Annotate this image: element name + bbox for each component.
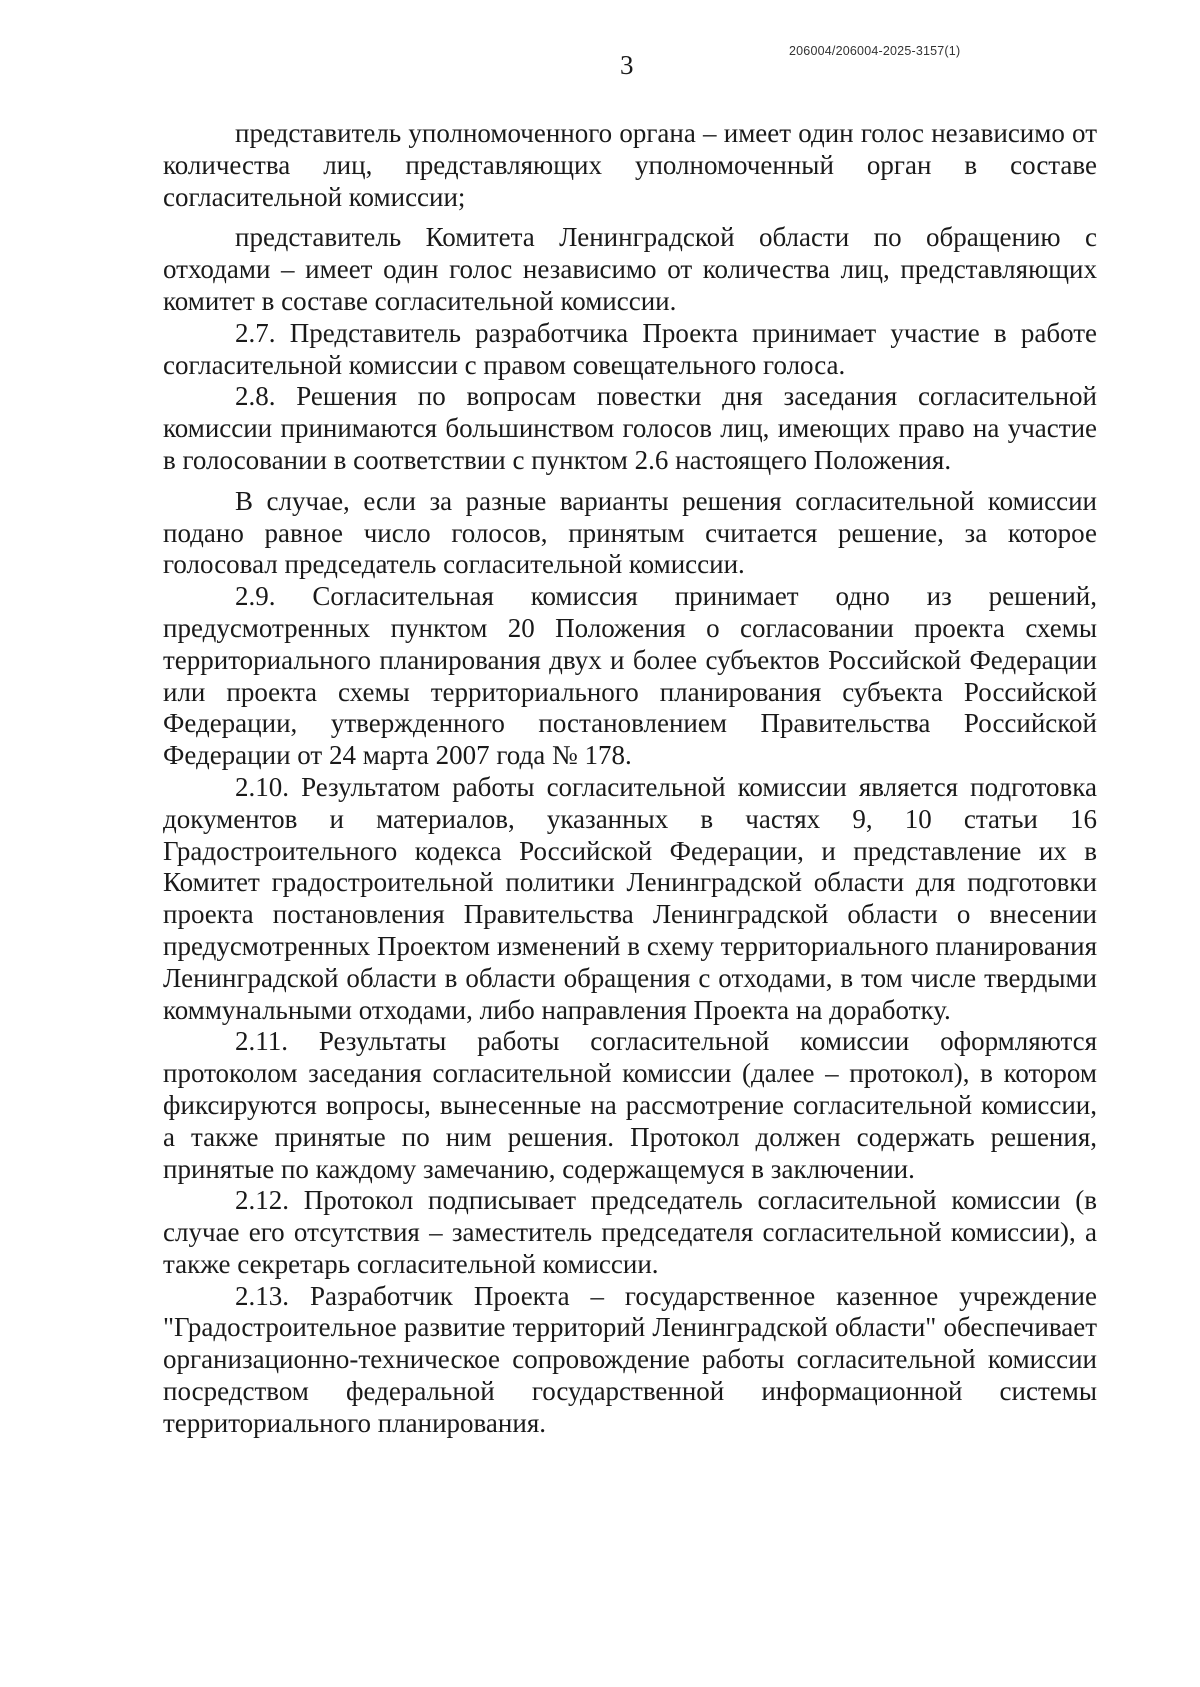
- registration-number: 206004/206004-2025-3157(1): [789, 44, 961, 58]
- paragraph-2-10: 2.10. Результатом работы согласительной комиссии является подготовка документов и материалов, указанных в частях 9, 10 статьи 16 Градостроительного кодекса Российской Федерации, и представление их в Комитет градостроительной политики Ленинградской области для подготовки проекта постановления Правительства Ленинградской области о внесении предусмотренных Проектом изменений в схему территориального планирования Ленинградской области в области обращения с отходами, в том числе твердыми коммунальными отходами, либо направления Проекта на доработку.: [163, 771, 1097, 1025]
- paragraph-2-13: 2.13. Разработчик Проекта – государственное казенное учреждение "Градостроительное развитие территорий Ленинградской области" обеспечивает организационно-техническое сопровождение работы согласительной комиссии посредством федеральной государственной информационной системы территориального планирования.: [163, 1280, 1097, 1438]
- paragraph-tie-vote: В случае, если за разные варианты решения согласительной комиссии подано равное число голосов, принятым считается решение, за которое голосовал председатель согласительной комиссии.: [163, 485, 1097, 580]
- paragraph-2-9: 2.9. Согласительная комиссия принимает одно из решений, предусмотренных пунктом 20 Положения о согласовании проекта схемы территориального планирования двух и более субъектов Российской Федерации или проекта схемы территориального планирования субъекта Российской Федерации, утвержденного постановлением Правительства Российской Федерации от 24 марта 2007 года № 178.: [163, 581, 1097, 771]
- paragraph-2-12: 2.12. Протокол подписывает председатель согласительной комиссии (в случае его отсутствия – заместитель председателя согласительной комиссии), а также секретарь согласительной комиссии.: [163, 1185, 1097, 1279]
- paragraph-2-7: 2.7. Представитель разработчика Проекта принимает участие в работе согласительной комиссии с правом совещательного голоса.: [163, 317, 1097, 380]
- document-body: [163, 118, 1097, 1440]
- paragraph-2-8: 2.8. Решения по вопросам повестки дня заседания согласительной комиссии принимаются большинством голосов лиц, имеющих право на участие в голосовании в соответствии с пунктом 2.6 настоящего Положения.: [163, 381, 1097, 475]
- paragraph-authorized-body-vote: представитель уполномоченного органа – имеет один голос независимо от количества лиц, представляющих уполномоченный орган в составе согласительной комиссии;: [163, 118, 1097, 212]
- paragraph-committee-vote: представитель Комитета Ленинградской области по обращению с отходами – имеет один голос независимо от количества лиц, представляющих комитет в составе согласительной комиссии.: [163, 222, 1097, 316]
- paragraph-2-11: 2.11. Результаты работы согласительной комиссии оформляются протоколом заседания согласительной комиссии (далее – протокол), в котором фиксируются вопросы, вынесенные на рассмотрение согласительной комиссии, а также принятые по ним решения. Протокол должен содержать решения, принятые по каждому замечанию, содержащемуся в заключении.: [163, 1026, 1097, 1184]
- page-number: 3: [620, 50, 634, 80]
